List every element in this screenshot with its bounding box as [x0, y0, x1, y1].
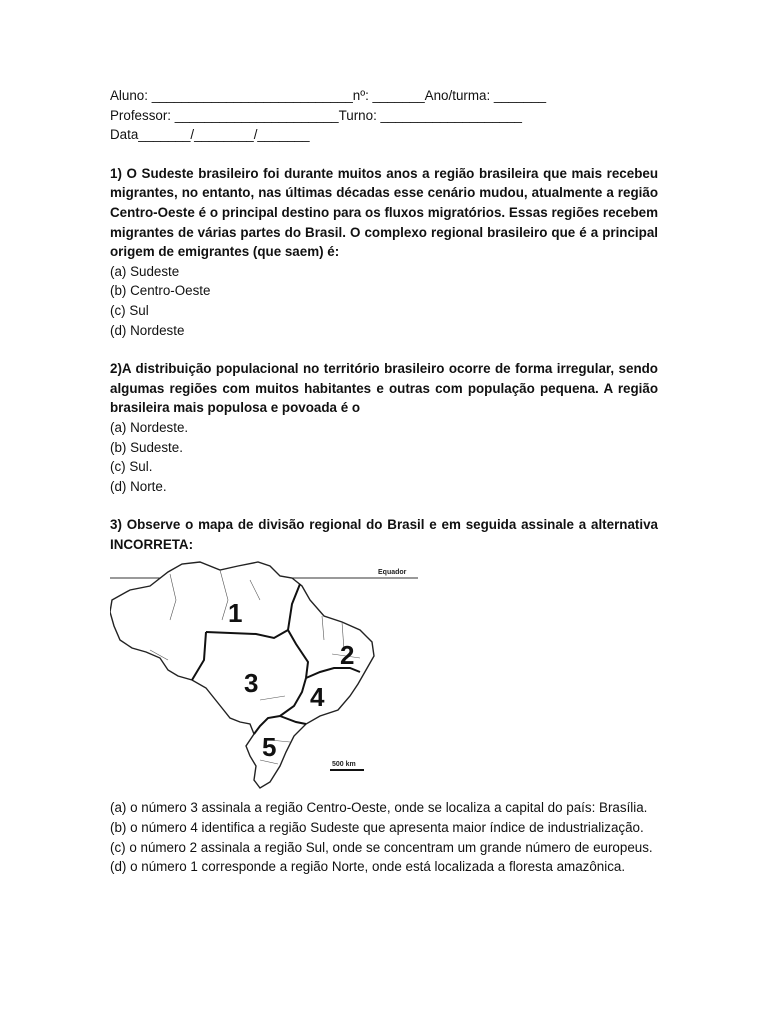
question-1-stem: 1) O Sudeste brasileiro foi durante muitos anos a região brasileira que mais recebeu migrantes, no entanto, nas últimas décadas esse cenário mudou, atualmente a região Centro-Oeste é o principal destino para os fluxos migratórios. Essas regiões recebem migrantes de várias partes do Brasil. O complexo regional brasileiro que é a principal origem de emigrantes (que saem) é:	[110, 165, 658, 260]
student-header	[110, 86, 658, 145]
scale-label: 500 km	[332, 761, 356, 769]
brazil-outline	[110, 562, 374, 788]
question-3-option-d: (d) o número 1 corresponde a região Norte, onde está localizada a floresta amazônica.	[110, 859, 626, 875]
region-number-2: 2	[340, 640, 355, 671]
question-2-option-b: (b) Sudeste.	[110, 439, 183, 455]
question-1-option-c: (c) Sul	[110, 302, 149, 318]
question-3-option-a: (a) o número 3 assinala a região Centro-Oeste, onde se localiza a capital do país: Brasília.	[110, 800, 648, 816]
question-1-option-d: (d) Nordeste	[110, 322, 185, 338]
brazil-regions-map	[110, 560, 420, 790]
question-2-option-c: (c) Sul.	[110, 459, 153, 475]
worksheet	[110, 86, 658, 877]
question-1-option-b: (b) Centro-Oeste	[110, 283, 211, 299]
question-1	[110, 164, 658, 340]
question-3-option-b: (b) o número 4 identifica a região Sudeste que apresenta maior índice de industrialização.	[110, 820, 644, 836]
question-2-stem: 2)A distribuição populacional no território brasileiro ocorre de forma irregular, sendo algumas regiões com muitos habitantes e outras com população pequena. A região brasileira mais populosa e povoada é o	[110, 361, 658, 416]
question-2-option-d: (d) Norte.	[110, 478, 167, 494]
header-line-data: Data_______/________/_______	[110, 127, 310, 143]
question-2	[110, 359, 658, 496]
region-number-5: 5	[262, 732, 277, 763]
region-number-1: 1	[228, 598, 243, 629]
question-3-option-c: (c) o número 2 assinala a região Sul, onde se concentram um grande número de europeus.	[110, 839, 653, 855]
brazil-map-svg	[110, 560, 420, 790]
question-1-option-a: (a) Sudeste	[110, 263, 180, 279]
question-2-option-a: (a) Nordeste.	[110, 419, 189, 435]
region-number-3: 3	[244, 668, 259, 699]
header-line-professor: Professor: ______________________Turno: ___________________	[110, 107, 523, 123]
header-line-aluno: Aluno: ___________________________nº: _______Ano/turma: _______	[110, 88, 547, 103]
question-3-stem: 3) Observe o mapa de divisão regional do Brasil e em seguida assinale a alternativa INCORRETA:	[110, 517, 658, 552]
region-number-4: 4	[310, 682, 325, 713]
question-3	[110, 515, 658, 877]
equator-label: Equador	[378, 569, 407, 577]
